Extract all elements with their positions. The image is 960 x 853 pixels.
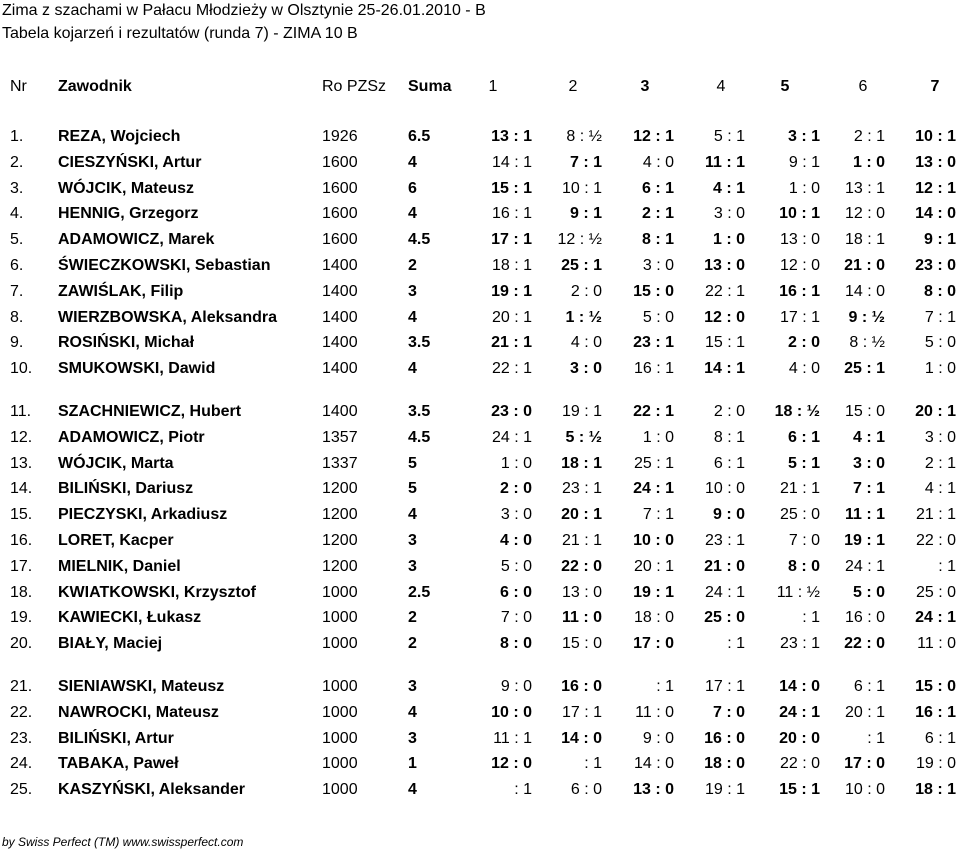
player-nr: 19.: [10, 609, 33, 626]
player-name: REZA, Wojciech: [58, 128, 181, 145]
round-result-7: 24 : 1: [915, 609, 956, 626]
round-result-1: 10 : 0: [491, 704, 532, 721]
player-nr: 17.: [10, 558, 33, 575]
player-name: ROSIŃSKI, Michał: [58, 334, 195, 351]
player-name: SZACHNIEWICZ, Hubert: [58, 403, 242, 420]
round-result-5: 24 : 1: [779, 704, 820, 721]
player-nr: 11.: [10, 403, 32, 420]
round-result-2: 13 : 0: [561, 584, 602, 601]
round-result-6: 17 : 0: [844, 755, 885, 772]
round-result-3: 15 : 0: [633, 283, 674, 300]
round-result-4: 13 : 0: [704, 257, 745, 274]
player-rating: 1200: [322, 506, 358, 523]
round-result-6: 14 : 0: [844, 283, 885, 300]
player-score: 3: [408, 730, 417, 747]
player-nr: 14.: [10, 480, 33, 497]
round-result-5: 5 : 1: [787, 455, 820, 472]
round-result-2: 9 : 1: [569, 205, 602, 222]
round-result-2: 19 : 1: [561, 403, 602, 420]
round-result-3: : 1: [656, 678, 674, 695]
player-name: LORET, Kacper: [58, 532, 174, 549]
player-nr: 25.: [10, 781, 33, 798]
player-rating: 1400: [322, 403, 358, 420]
player-name: SMUKOWSKI, Dawid: [58, 360, 216, 377]
round-result-6: 11 : 1: [844, 506, 885, 523]
round-result-3: 13 : 0: [633, 781, 674, 798]
round-result-2: 21 : 1: [561, 532, 602, 549]
round-result-1: 16 : 1: [491, 205, 532, 222]
round-result-2: : 1: [584, 755, 602, 772]
player-nr: 2.: [10, 154, 24, 171]
player-nr: 15.: [10, 506, 33, 523]
round-result-7: 3 : 0: [924, 429, 956, 446]
round-result-7: 25 : 0: [915, 584, 956, 601]
round-result-7: 9 : 1: [923, 231, 956, 248]
header-round-2: 2: [568, 78, 578, 95]
round-result-3: 20 : 1: [633, 558, 674, 575]
round-result-2: 18 : 1: [561, 455, 602, 472]
player-score: 1: [408, 755, 417, 772]
round-result-6: 13 : 1: [844, 180, 885, 197]
player-name: ŚWIECZKOWSKI, Sebastian: [58, 257, 271, 274]
player-rating: 1600: [322, 154, 358, 171]
round-result-6: 1 : 0: [852, 154, 885, 171]
player-name: TABAKA, Paweł: [58, 755, 179, 772]
round-result-2: 5 : ½: [565, 429, 602, 446]
round-result-6: 4 : 1: [852, 429, 885, 446]
round-result-7: 4 : 1: [924, 480, 956, 497]
round-result-6: 8 : ½: [849, 334, 885, 351]
round-result-3: 2 : 1: [641, 205, 674, 222]
player-nr: 8.: [10, 309, 24, 326]
player-name: SIENIAWSKI, Mateusz: [58, 678, 225, 695]
round-result-5: 15 : 1: [779, 781, 820, 798]
player-name: WÓJCIK, Mateusz: [58, 180, 195, 197]
round-result-4: 22 : 1: [704, 283, 745, 300]
round-result-7: 13 : 0: [915, 154, 956, 171]
round-result-7: 23 : 0: [915, 257, 956, 274]
round-result-5: 11 : ½: [776, 584, 820, 601]
round-result-6: 19 : 1: [844, 532, 885, 549]
player-rating: 1000: [322, 704, 358, 721]
player-name: KASZYŃSKI, Aleksander: [58, 781, 246, 798]
player-name: ZAWIŚLAK, Filip: [58, 283, 184, 300]
player-score: 3.5: [408, 334, 431, 351]
round-result-1: 6 : 0: [499, 584, 532, 601]
round-result-7: 1 : 0: [924, 360, 956, 377]
round-result-4: 11 : 1: [704, 154, 745, 171]
round-result-1: 1 : 0: [500, 455, 532, 472]
player-name: ADAMOWICZ, Piotr: [58, 429, 205, 446]
round-result-3: 11 : 0: [635, 704, 674, 721]
round-result-2: 16 : 0: [561, 678, 602, 695]
player-rating: 1400: [322, 257, 358, 274]
round-result-3: 22 : 1: [633, 403, 674, 420]
round-result-6: 12 : 0: [844, 205, 885, 222]
round-result-7: : 1: [938, 558, 956, 575]
round-result-1: 18 : 1: [491, 257, 532, 274]
round-result-6: 9 : ½: [848, 309, 885, 326]
player-score: 2.5: [408, 584, 431, 601]
player-name: MIELNIK, Daniel: [58, 558, 181, 575]
round-result-2: 25 : 1: [561, 257, 602, 274]
player-score: 4: [408, 360, 417, 377]
round-result-7: 22 : 0: [915, 532, 956, 549]
round-result-3: 6 : 1: [641, 180, 674, 197]
player-score: 4: [408, 704, 417, 721]
player-rating: 1000: [322, 781, 358, 798]
round-result-7: 16 : 1: [915, 704, 956, 721]
player-name: HENNIG, Grzegorz: [58, 205, 199, 222]
round-result-2: 20 : 1: [561, 506, 602, 523]
round-result-5: 13 : 0: [779, 231, 820, 248]
round-result-6: 15 : 0: [844, 403, 885, 420]
round-result-4: 14 : 1: [704, 360, 745, 377]
player-nr: 6.: [10, 257, 24, 274]
player-name: WÓJCIK, Marta: [58, 455, 174, 472]
round-result-2: 11 : 0: [561, 609, 602, 626]
round-result-1: 21 : 1: [491, 334, 532, 351]
player-score: 4.5: [408, 429, 431, 446]
round-result-1: 8 : 0: [499, 635, 532, 652]
round-result-6: : 1: [867, 730, 885, 747]
round-result-3: 23 : 1: [633, 334, 674, 351]
player-name: BILIŃSKI, Dariusz: [58, 480, 194, 497]
round-result-2: 2 : 0: [570, 283, 602, 300]
round-result-1: 22 : 1: [491, 360, 532, 377]
round-result-3: 8 : 1: [641, 231, 674, 248]
round-result-6: 2 : 1: [853, 128, 885, 145]
round-result-1: 9 : 0: [500, 678, 532, 695]
round-result-3: 24 : 1: [633, 480, 674, 497]
player-nr: 23.: [10, 730, 33, 747]
round-result-3: 10 : 0: [633, 532, 674, 549]
round-result-5: 9 : 1: [788, 154, 820, 171]
round-result-7: 6 : 1: [924, 730, 956, 747]
round-result-3: 25 : 1: [633, 455, 674, 472]
header-round-5: 5: [780, 78, 790, 95]
player-score: 3: [408, 678, 417, 695]
player-name: PIECZYSKI, Arkadiusz: [58, 506, 228, 523]
player-nr: 10.: [10, 360, 33, 377]
round-result-4: 16 : 0: [704, 730, 745, 747]
round-result-2: 17 : 1: [561, 704, 602, 721]
round-result-5: : 1: [802, 609, 820, 626]
player-nr: 1.: [10, 128, 24, 145]
round-result-6: 18 : 1: [844, 231, 885, 248]
player-name: KWIATKOWSKI, Krzysztof: [58, 584, 256, 601]
player-nr: 20.: [10, 635, 33, 652]
player-nr: 16.: [10, 532, 33, 549]
round-result-7: 21 : 1: [915, 506, 956, 523]
round-result-7: 8 : 0: [923, 283, 956, 300]
round-result-1: 7 : 0: [500, 609, 532, 626]
player-score: 4: [408, 309, 417, 326]
round-result-5: 4 : 0: [788, 360, 820, 377]
round-result-6: 21 : 0: [844, 257, 885, 274]
header-sum: Suma: [408, 78, 452, 95]
round-result-7: 11 : 0: [917, 635, 956, 652]
round-result-6: 22 : 0: [844, 635, 885, 652]
header-name: Zawodnik: [58, 78, 132, 95]
round-result-6: 7 : 1: [852, 480, 885, 497]
round-result-5: 7 : 0: [788, 532, 820, 549]
player-name: BILIŃSKI, Artur: [58, 730, 174, 747]
round-result-3: 19 : 1: [633, 584, 674, 601]
round-result-1: 13 : 1: [491, 128, 532, 145]
player-name: KAWIECKI, Łukasz: [58, 609, 202, 626]
round-result-6: 5 : 0: [852, 584, 885, 601]
player-score: 5: [408, 455, 417, 472]
round-result-3: 7 : 1: [642, 506, 674, 523]
round-result-5: 14 : 0: [779, 678, 820, 695]
round-result-1: 17 : 1: [491, 231, 532, 248]
player-nr: 3.: [10, 180, 24, 197]
round-result-4: 10 : 0: [704, 480, 745, 497]
player-score: 4: [408, 781, 417, 798]
round-result-4: 18 : 0: [704, 755, 745, 772]
player-score: 6.5: [408, 128, 431, 145]
round-result-1: 23 : 0: [491, 403, 532, 420]
round-result-2: 23 : 1: [561, 480, 602, 497]
document-subtitle: Tabela kojarzeń i rezultatów (runda 7) - ZIMA 10 B: [2, 25, 358, 42]
player-name: ADAMOWICZ, Marek: [58, 231, 215, 248]
round-result-4: 9 : 0: [712, 506, 745, 523]
player-nr: 18.: [10, 584, 33, 601]
player-score: 4: [408, 154, 417, 171]
round-result-6: 16 : 0: [844, 609, 885, 626]
round-result-2: 6 : 0: [570, 781, 602, 798]
round-result-4: 24 : 1: [704, 584, 745, 601]
header-round-7: 7: [930, 78, 940, 95]
round-result-1: 4 : 0: [499, 532, 532, 549]
round-result-3: 3 : 0: [642, 257, 674, 274]
round-result-5: 16 : 1: [779, 283, 820, 300]
round-result-1: 24 : 1: [491, 429, 532, 446]
round-result-3: 14 : 0: [633, 755, 674, 772]
round-result-2: 7 : 1: [569, 154, 602, 171]
round-result-5: 2 : 0: [787, 334, 820, 351]
header-round-1: 1: [488, 78, 498, 95]
round-result-5: 22 : 0: [779, 755, 820, 772]
player-score: 3: [408, 558, 417, 575]
round-result-3: 4 : 0: [642, 154, 674, 171]
round-result-6: 20 : 1: [844, 704, 885, 721]
round-result-5: 1 : 0: [788, 180, 820, 197]
player-score: 6: [408, 180, 417, 197]
player-rating: 1000: [322, 678, 358, 695]
round-result-2: 14 : 0: [561, 730, 602, 747]
round-result-7: 2 : 1: [924, 455, 956, 472]
header-round-3: 3: [640, 78, 650, 95]
round-result-1: : 1: [514, 781, 532, 798]
round-result-6: 25 : 1: [844, 360, 885, 377]
round-result-7: 14 : 0: [915, 205, 956, 222]
round-result-4: 6 : 1: [713, 455, 745, 472]
player-rating: 1600: [322, 231, 358, 248]
round-result-5: 12 : 0: [779, 257, 820, 274]
player-nr: 24.: [10, 755, 33, 772]
header-ro: Ro PZSz: [322, 78, 387, 95]
round-result-4: 8 : 1: [713, 429, 745, 446]
player-score: 3.5: [408, 403, 431, 420]
player-rating: 1926: [322, 128, 358, 145]
round-result-2: 8 : ½: [566, 128, 602, 145]
round-result-3: 12 : 1: [633, 128, 674, 145]
round-result-4: 19 : 1: [704, 781, 745, 798]
player-rating: 1337: [322, 455, 358, 472]
player-nr: 13.: [10, 455, 33, 472]
player-rating: 1400: [322, 283, 358, 300]
round-result-7: 20 : 1: [915, 403, 956, 420]
round-result-4: 4 : 1: [712, 180, 745, 197]
round-result-5: 23 : 1: [779, 635, 820, 652]
round-result-3: 9 : 0: [642, 730, 674, 747]
header-nr: Nr: [10, 78, 27, 95]
round-result-1: 19 : 1: [491, 283, 532, 300]
round-result-1: 15 : 1: [491, 180, 532, 197]
player-nr: 21.: [10, 678, 33, 695]
player-name: CIESZYŃSKI, Artur: [58, 154, 202, 171]
round-result-2: 4 : 0: [570, 334, 602, 351]
round-result-3: 16 : 1: [633, 360, 674, 377]
round-result-5: 20 : 0: [779, 730, 820, 747]
player-score: 3: [408, 283, 417, 300]
round-result-2: 1 : ½: [565, 309, 602, 326]
player-nr: 4.: [10, 205, 24, 222]
round-result-7: 12 : 1: [915, 180, 956, 197]
player-rating: 1200: [322, 532, 358, 549]
round-result-4: 15 : 1: [704, 334, 745, 351]
player-rating: 1400: [322, 309, 358, 326]
round-result-2: 22 : 0: [561, 558, 602, 575]
document-title: Zima z szachami w Pałacu Młodzieży w Olsztynie 25-26.01.2010 - B: [2, 2, 486, 19]
round-result-3: 1 : 0: [642, 429, 674, 446]
player-rating: 1200: [322, 480, 358, 497]
round-result-5: 6 : 1: [787, 429, 820, 446]
round-result-4: 25 : 0: [704, 609, 745, 626]
player-rating: 1400: [322, 360, 358, 377]
round-result-1: 20 : 1: [491, 309, 532, 326]
round-result-3: 17 : 0: [633, 635, 674, 652]
round-result-1: 12 : 0: [491, 755, 532, 772]
round-result-7: 7 : 1: [924, 309, 956, 326]
header-round-6: 6: [858, 78, 868, 95]
round-result-5: 3 : 1: [787, 128, 820, 145]
player-rating: 1600: [322, 205, 358, 222]
round-result-5: 8 : 0: [787, 558, 820, 575]
header-round-4: 4: [716, 78, 726, 95]
round-result-4: 23 : 1: [704, 532, 745, 549]
round-result-6: 10 : 0: [844, 781, 885, 798]
player-rating: 1000: [322, 584, 358, 601]
player-score: 2: [408, 609, 417, 626]
player-score: 4: [408, 205, 417, 222]
round-result-4: 17 : 1: [704, 678, 745, 695]
round-result-1: 3 : 0: [500, 506, 532, 523]
round-result-6: 3 : 0: [852, 455, 885, 472]
player-name: BIAŁY, Maciej: [58, 635, 163, 652]
round-result-4: 2 : 0: [713, 403, 745, 420]
round-result-5: 17 : 1: [779, 309, 820, 326]
player-rating: 1357: [322, 429, 358, 446]
round-result-1: 11 : 1: [493, 730, 532, 747]
round-result-7: 18 : 1: [915, 781, 956, 798]
round-result-4: : 1: [727, 635, 745, 652]
round-result-2: 15 : 0: [561, 635, 602, 652]
player-rating: 1000: [322, 635, 358, 652]
round-result-2: 3 : 0: [569, 360, 602, 377]
round-result-4: 3 : 0: [713, 205, 745, 222]
round-result-5: 18 : ½: [774, 403, 820, 420]
player-rating: 1000: [322, 609, 358, 626]
round-result-2: 12 : ½: [557, 231, 602, 248]
round-result-5: 25 : 0: [779, 506, 820, 523]
round-result-2: 10 : 1: [561, 180, 602, 197]
player-nr: 12.: [10, 429, 33, 446]
player-rating: 1400: [322, 334, 358, 351]
round-result-7: 10 : 1: [915, 128, 956, 145]
player-nr: 7.: [10, 283, 24, 300]
player-score: 4: [408, 506, 417, 523]
player-score: 5: [408, 480, 417, 497]
player-score: 4.5: [408, 231, 431, 248]
player-name: NAWROCKI, Mateusz: [58, 704, 219, 721]
player-score: 3: [408, 532, 417, 549]
player-nr: 5.: [10, 231, 24, 248]
round-result-1: 5 : 0: [500, 558, 532, 575]
round-result-4: 21 : 0: [704, 558, 745, 575]
player-score: 2: [408, 257, 417, 274]
round-result-4: 1 : 0: [712, 231, 745, 248]
player-rating: 1200: [322, 558, 358, 575]
round-result-1: 14 : 1: [491, 154, 532, 171]
round-result-5: 21 : 1: [779, 480, 820, 497]
round-result-3: 18 : 0: [633, 609, 674, 626]
player-rating: 1600: [322, 180, 358, 197]
round-result-5: 10 : 1: [779, 205, 820, 222]
player-nr: 22.: [10, 704, 33, 721]
round-result-6: 24 : 1: [844, 558, 885, 575]
player-score: 2: [408, 635, 417, 652]
round-result-4: 5 : 1: [713, 128, 745, 145]
round-result-7: 19 : 0: [915, 755, 956, 772]
round-result-4: 12 : 0: [704, 309, 745, 326]
round-result-6: 6 : 1: [853, 678, 885, 695]
player-nr: 9.: [10, 334, 24, 351]
round-result-3: 5 : 0: [642, 309, 674, 326]
player-name: WIERZBOWSKA, Aleksandra: [58, 309, 277, 326]
round-result-4: 7 : 0: [712, 704, 745, 721]
round-result-7: 5 : 0: [924, 334, 956, 351]
player-rating: 1000: [322, 730, 358, 747]
round-result-7: 15 : 0: [915, 678, 956, 695]
footer-credit: by Swiss Perfect (TM) www.swissperfect.com: [2, 835, 244, 849]
round-result-1: 2 : 0: [499, 480, 532, 497]
player-rating: 1000: [322, 755, 358, 772]
